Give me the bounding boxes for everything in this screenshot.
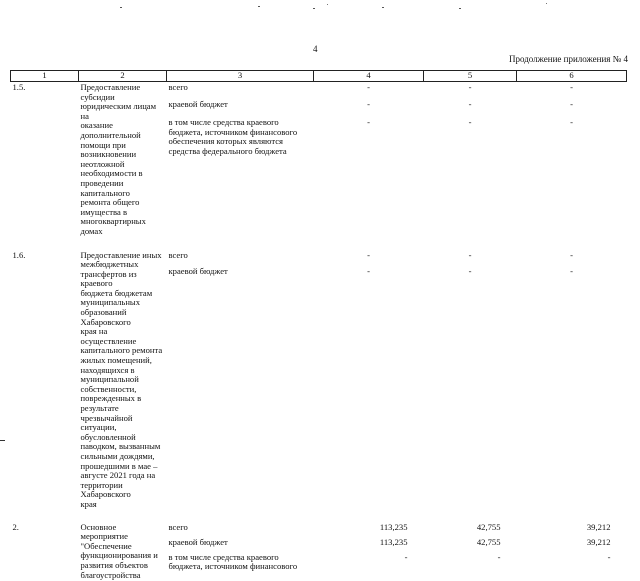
value-col6 (517, 250, 627, 511)
measure-name-line: Предоставление иных (80, 249, 162, 260)
value-col5 (424, 82, 517, 238)
column-header-4: 4 (314, 71, 424, 82)
measure-name-line: образований Хабаровского (80, 307, 131, 327)
funding-sources (167, 250, 314, 511)
measure-name-line: находящихся в (80, 364, 135, 375)
column-header-2: 2 (79, 71, 167, 82)
measure-name-line: оказание дополнительной (80, 120, 141, 140)
measure-name (79, 522, 167, 581)
row-number: 2. (12, 521, 19, 532)
measure-name-line: Предоставление субсидии (80, 82, 141, 102)
budget-table (10, 70, 627, 581)
scan-edge-mark (0, 440, 5, 441)
measure-name-line: благоустройства (80, 569, 141, 580)
measure-name-line: трансфертов из краевого (80, 268, 137, 289)
cell-value: - (367, 266, 370, 277)
cell-value: 113,235 (379, 537, 408, 548)
measure-name-line: сильными дождями, (80, 450, 155, 461)
measure-name-line: необходимости в (80, 168, 143, 179)
measure-name-line: Основное мероприятие (80, 521, 128, 542)
source-label: всего (168, 82, 188, 92)
measure-name-line: функционирования и (80, 550, 158, 561)
cell-value: 39,212 (586, 521, 611, 532)
cell-value: - (468, 98, 472, 109)
cell-value: - (570, 266, 573, 277)
value-col5 (424, 522, 517, 581)
table-header-row (11, 71, 627, 82)
row-number: 1.6. (12, 249, 26, 260)
measure-name-line: края на осуществление (80, 326, 137, 346)
measure-name-line: жилых помещений, (80, 355, 152, 366)
measure-name-line: юридическим лицам на (80, 101, 157, 121)
measure-name-line: собственности, (80, 383, 137, 394)
source-label: бюджета, источником финансового (168, 561, 298, 572)
column-header-5: 5 (424, 71, 517, 82)
continuation-note: Продолжение приложения № 4 (508, 54, 628, 64)
cell-value: - (497, 551, 501, 562)
cell-value: - (404, 551, 408, 562)
measure-name-line: ситуации, обусловленной (80, 422, 136, 442)
source-label: в том числе средства краевого (168, 117, 279, 128)
measure-name-line: развития объектов (80, 559, 148, 570)
column-header-6: 6 (517, 71, 627, 82)
cell-value: 113,235 (379, 521, 408, 532)
source-label: обеспечения которых являются (168, 136, 283, 147)
cell-value: 42,755 (476, 537, 501, 548)
cell-value: - (570, 82, 573, 92)
funding-sources (167, 82, 314, 238)
measure-name-line: паводком, вызванным (80, 441, 161, 452)
cell-value: 39,212 (586, 537, 611, 548)
funding-sources (167, 522, 314, 581)
column-header-1: 1 (11, 71, 79, 82)
cell-value: - (607, 551, 611, 562)
measure-name-line: капитального ремонта (80, 345, 163, 356)
measure-name-line: муниципальной (80, 374, 139, 385)
measure-name-line: межбюджетных (80, 259, 139, 270)
cell-value: 42,755 (476, 521, 501, 532)
table-row (11, 82, 627, 238)
cell-value: - (367, 82, 370, 92)
measure-name-line: многоквартирных домах (80, 216, 146, 236)
cell-value: - (468, 117, 472, 128)
measure-name-line: проведении капитального (80, 177, 130, 198)
source-label: краевой бюджет (168, 537, 228, 548)
source-label: краевой бюджет (168, 266, 228, 277)
cell-value: - (570, 117, 573, 128)
cell-value: - (367, 117, 370, 128)
measure-name-line: поврежденных в (80, 393, 142, 404)
measure-name-line: имущества в (80, 206, 128, 217)
value-col5 (424, 250, 517, 511)
row-number: 1.5. (12, 82, 26, 92)
measure-name-line: ремонта общего (80, 197, 140, 208)
value-col4 (314, 522, 424, 581)
cell-value: - (468, 249, 472, 260)
measure-name (79, 82, 167, 238)
source-label: всего (168, 521, 188, 532)
measure-name-line: неотложной (80, 158, 125, 169)
source-label: краевой бюджет (168, 98, 228, 109)
cell-value: - (468, 266, 472, 277)
cell-value: - (570, 98, 573, 109)
table-row (11, 250, 627, 511)
measure-name-line: прошедшими в мае – (80, 460, 158, 471)
source-label: бюджета, источником финансового (168, 126, 298, 137)
measure-name-line: результате чрезвычайной (80, 403, 133, 423)
value-col4 (314, 250, 424, 511)
source-label: всего (168, 249, 188, 260)
measure-name-line: августе 2021 года на (80, 470, 156, 481)
cell-value: - (570, 249, 573, 260)
value-col6 (517, 82, 627, 238)
measure-name (79, 250, 167, 511)
page-number: 4 (313, 44, 318, 54)
cell-value: - (367, 98, 370, 109)
value-col6 (517, 522, 627, 581)
measure-name-line: края (80, 498, 97, 509)
scan-artifacts (0, 0, 640, 12)
measure-name-line: муниципальных (80, 297, 140, 308)
source-label: в том числе средства краевого (168, 551, 279, 562)
table-row (11, 522, 627, 581)
measure-name-line: помощи при (80, 139, 126, 150)
measure-name-line: возникновении (80, 149, 137, 160)
column-header-3: 3 (167, 71, 314, 82)
cell-value: - (367, 249, 370, 260)
measure-name-line: бюджета бюджетам (80, 287, 153, 298)
measure-name-line: территории Хабаровского (80, 479, 131, 500)
cell-value: - (468, 82, 472, 92)
measure-name-line: "Обеспечение (80, 540, 132, 551)
source-label: средства федерального бюджета (168, 145, 287, 156)
value-col4 (314, 82, 424, 238)
